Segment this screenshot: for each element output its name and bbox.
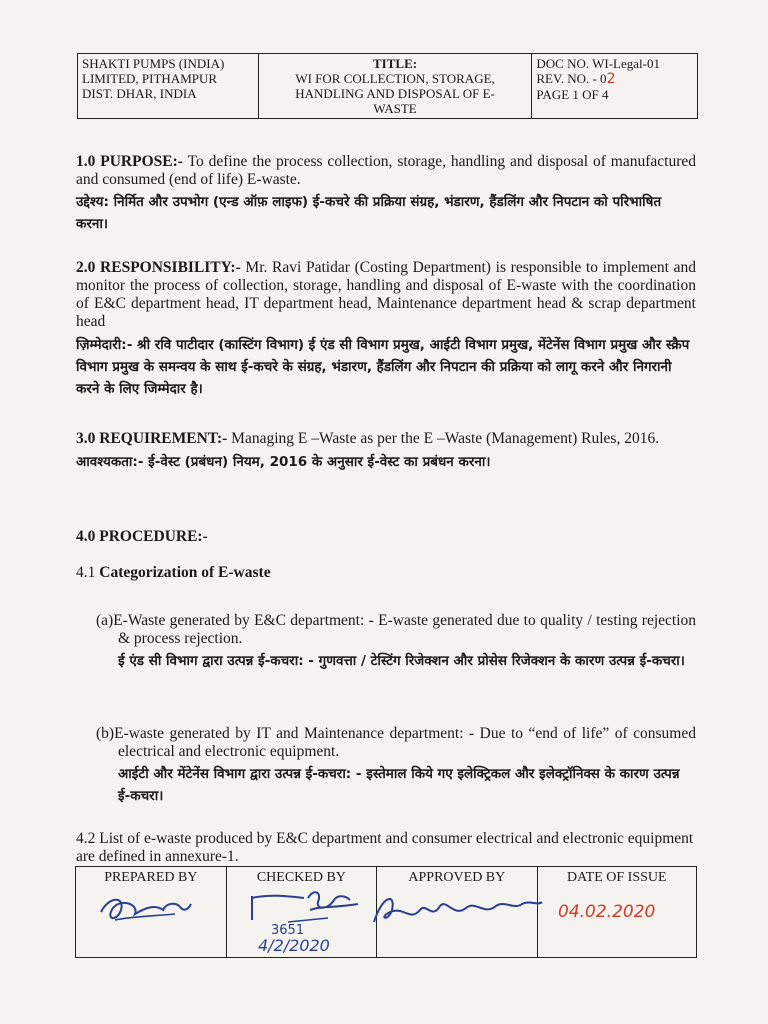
- prepared-signature-icon: [95, 890, 195, 932]
- company-line-2: LIMITED, PITHAMPUR: [82, 71, 218, 86]
- revision-label: REV. NO. - 0: [536, 71, 607, 86]
- header-table: [77, 53, 698, 119]
- item-a-hindi: ई एंड सी विभाग द्वारा उत्पन्न ई-कचरा: - गुणवत्ता / टेस्टिंग रिजेक्शन और प्रोसेस रिजेक्शन के कारण उत्पन्न ई-कचरा।: [118, 653, 685, 669]
- title-line-1: WI FOR COLLECTION, STORAGE,: [295, 71, 495, 86]
- procedure-item-b: [96, 725, 696, 807]
- item-b-label: (b): [96, 725, 115, 742]
- checked-by-label: CHECKED BY: [256, 870, 346, 885]
- procedure-sub1-title: Categorization of E-waste: [99, 564, 271, 581]
- purpose-heading: 1.0 PURPOSE:-: [76, 153, 183, 170]
- section-procedure: [76, 528, 696, 582]
- procedure-sub2-text: 4.2 List of e-waste produced by E&C department and consumer electrical and electronic equipment are defined in annexure-1.: [76, 830, 694, 865]
- requirement-hindi: आवश्यकता:- ई-वेस्ट (प्रबंधन) नियम, 2016 के अनुसार ई-वेस्ट का प्रबंधन करना।: [76, 454, 491, 470]
- approved-signature-icon: [370, 892, 545, 934]
- checked-code: 3651: [271, 923, 305, 938]
- revision-handwritten: 2: [606, 71, 616, 87]
- procedure-item-a: [96, 612, 696, 672]
- date-of-issue-label: DATE OF ISSUE: [566, 870, 667, 885]
- procedure-sub1-number: 4.1: [76, 564, 96, 581]
- title-line-3: WASTE: [373, 101, 417, 116]
- company-line-1: SHAKTI PUMPS (INDIA): [82, 56, 225, 71]
- purpose-text: To define the process collection, storage, handling and disposal of manufactured and consumed (end of life) E-waste.: [76, 153, 696, 188]
- title-cell: [258, 54, 532, 119]
- doc-number: DOC NO. WI-Legal-01: [536, 56, 660, 71]
- requirement-heading: 3.0 REQUIREMENT:-: [76, 430, 228, 447]
- responsibility-heading: 2.0 RESPONSIBILITY:-: [76, 259, 241, 276]
- checked-date: 4/2/2020: [258, 936, 330, 955]
- issue-date-handwritten: 04.02.2020: [558, 902, 656, 922]
- section-purpose: [76, 153, 696, 235]
- item-b-text: E-waste generated by IT and Maintenance department: - Due to “end of life” of consumed electrical and electronic equipment.: [114, 725, 696, 760]
- section-responsibility: [76, 259, 696, 400]
- company-line-3: DIST. DHAR, INDIA: [82, 86, 197, 101]
- responsibility-text: Mr. Ravi Patidar (Costing Department) is responsible to implement and monitor the process of collection, storage, handling and disposal of E-waste with the coordination of E&C department head, IT department head, Maintenance department head & scrap department head: [76, 259, 696, 330]
- procedure-sub2: [76, 830, 696, 866]
- procedure-heading: 4.0 PROCEDURE:-: [76, 528, 208, 545]
- purpose-hindi: उद्देश्य: निर्मित और उपभोग (एन्ड ऑफ़ लाइफ) ई-कचरे की प्रक्रिया संग्रह, भंडारण, हैंडलिंग और निपटान को परिभाषित करना।: [76, 194, 662, 232]
- item-a-text: E-Waste generated by E&C department: - E-waste generated due to quality / testing rejection & process rejection.: [113, 612, 696, 647]
- responsibility-hindi: ज़िम्मेदारी:- श्री रवि पाटीदार (कास्टिंग विभाग) ई एंड सी विभाग प्रमुख, आईटी विभाग प्रमुख, मेंटेनेंस विभाग प्रमुख और स्क्रैप विभाग प्रमुख के समन्वय के साथ ई-कचरे के संग्रह, भंडारण, हैंडलिंग और निपटान की प्रक्रिया को लागू करने और निगरानी करने के लिए जिम्मेदार है।: [76, 337, 690, 397]
- prepared-by-label: PREPARED BY: [104, 870, 198, 885]
- page-number: PAGE 1 OF 4: [536, 87, 609, 102]
- item-b-hindi: आईटी और मेंटेनेंस विभाग द्वारा उत्पन्न ई-कचरा: - इस्तेमाल किये गए इलेक्ट्रिकल और इलेक्ट्रॉनिक्स के कारण उत्पन्न ई-कचरा।: [118, 766, 680, 804]
- doc-info-cell: [532, 54, 698, 119]
- approved-by-label: APPROVED BY: [408, 870, 506, 885]
- requirement-text: Managing E –Waste as per the E –Waste (Management) Rules, 2016.: [231, 430, 660, 447]
- revision-number: [536, 71, 693, 87]
- section-requirement: [76, 430, 696, 473]
- company-cell: [78, 54, 259, 119]
- title-label: TITLE:: [373, 56, 418, 71]
- item-a-label: (a): [96, 612, 114, 629]
- title-line-2: HANDLING AND DISPOSAL OF E-: [295, 86, 495, 101]
